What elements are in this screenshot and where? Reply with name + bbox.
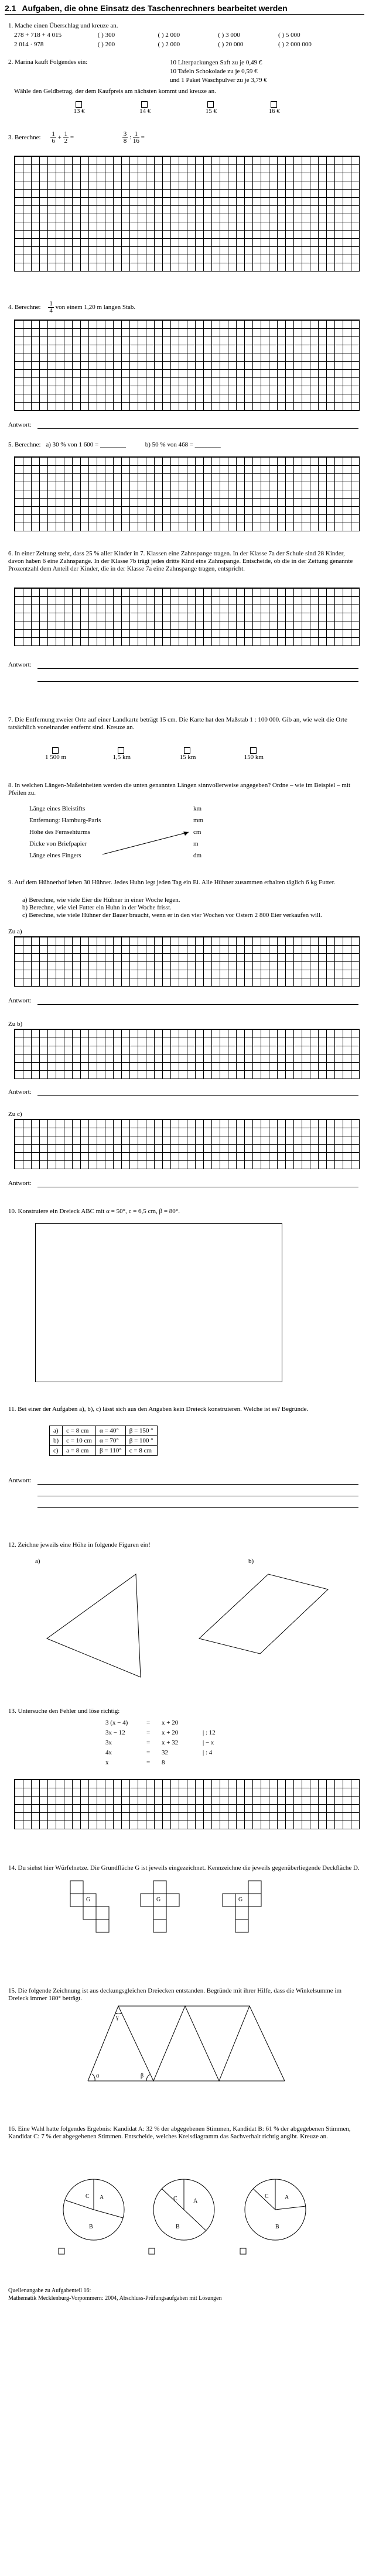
angle-alpha: α [96,2073,100,2079]
figure-a-label: a) [35,1558,40,1565]
pie-label-a: A [193,2198,198,2204]
task-2-question: Wähle den Geldbetrag, der dem Kaufpreis am nächsten kommt und kreuze an. [14,88,216,95]
pie-label-a: A [100,2194,104,2201]
task-9: 9. Auf dem Hühnerhof leben 30 Hühner. Jedes Huhn legt jeden Tag ein Ei. Alle Hühner zusammen erhalten täglich 6 kg Futter. [8,879,336,886]
label-zu-a: Zu a) [8,928,22,935]
angle-gamma: γ [116,2014,119,2021]
label-zu-c: Zu c) [8,1111,22,1118]
task-2-options: 13 € 14 € 15 € 16 € [47,101,305,115]
answer-label: Antwort: [8,661,32,668]
pie-label-c: C [265,2193,269,2200]
answer-label: Antwort: [8,1088,32,1095]
answer-label: Antwort: [8,1180,32,1187]
ground-face-label: G [156,1897,161,1903]
task-8-left: Länge eines Bleistifts Entfernung: Hamburg-Paris Höhe des Fernsehturms Dicke von Briefpapier Länge eines Fingers [29,805,101,859]
task-16: 16. Eine Wahl hatte folgendes Ergebnis: Kandidat A: 32 % der abgegebenen Stimmen, Kandidat B: 61 % der abgegebenen Stimmen, Kandidat C: 7 % der abgegebenen Stimmen. Entscheide, welches Kreisdiagramm das Sachverhalt richtig angibt. Kreuze an. [8,2125,351,2140]
ground-face-label: G [86,1897,91,1903]
task-1: 1. Mache einen Überschlag und kreuze an. [8,22,118,29]
equation-steps: 3 (x − 4) = x + 20 3x − 12 = x + 20 | : 12 3x = x + 32 | − x 4x = 32 | : 4 x = 8 [105,1719,216,1766]
answer-label: Antwort: [8,997,32,1004]
task-4: 4. Berechne: $\frac{1}{4}$ von einem 1,20 m langen Stab. [8,300,136,314]
task-5: 5. Berechne: a) 30 % von 1 600 = ________ b) 50 % von 468 = ________ [8,441,221,448]
label-zu-b: Zu b) [8,1021,23,1028]
task-2: 2. Marina kauft Folgendes ein: [8,59,88,66]
task-14: 14. Du siehst hier Würfelnetze. Die Grundfläche G ist jeweils eingezeichnet. Kennzeichne die jeweils gegenüberliegende Deckfläche D. [8,1864,360,1871]
task-7: 7. Die Entfernung zweier Orte auf einer Landkarte beträgt 15 cm. Die Karte hat den Maßstab 1 : 100 000. Gib an, wie weit die Orte tatsächlich voneinander entfernt sind. Kreuze an. [8,716,347,731]
task-12: 12. Zeichne jeweils eine Höhe in folgende Figuren ein! [8,1541,151,1548]
source-note: Quellenangabe zu Aufgabenteil 16: Mathematik Mecklenburg-Vorpommern: 2004, Abschluss-Prüfungsaufgaben mit Lösungen [8,2288,222,2302]
answer-label: Antwort: [8,421,32,428]
section-number: 2.1 [5,4,16,13]
task-1-row-1: 278 + 718 + 4 015 ( ) 300 ( ) 2 000 ( ) 3 000 ( ) 5 000 [14,32,300,39]
task-10: 10. Konstruiere ein Dreieck ABC mit α = 50°, c = 6,5 cm, β = 80°. [8,1208,180,1215]
pie-label-c: C [86,2193,90,2200]
task-8-right: km mm cm m dm [193,805,204,859]
angle-beta: β [141,2073,144,2079]
task-11: 11. Bei einer der Aufgaben a), b), c) lässt sich aus den Angaben kein Dreieck konstruieren. Welche ist es? Begründe. [8,1406,309,1413]
pie-label-a: A [285,2194,289,2201]
pie-label-c: C [173,2196,177,2202]
pie-label-b: B [275,2224,279,2230]
task-2-items: 10 Literpackungen Saft zu je 0,49 € 10 Tafeln Schokolade zu je 0,59 € und 1 Paket Waschpulver zu je 3,79 € [170,59,267,84]
task-3: 3. Berechne: $\frac{1}{6}$ + $\frac{1}{2}$ = $\frac{3}{8}$ : $\frac{1}{16}$ = [8,130,145,145]
task-7-options: 1 500 m 1,5 km 15 km 150 km [23,747,293,761]
pie-label-b: B [176,2224,180,2230]
task-9-parts: a) Berechne, wie viele Eier die Hühner in einer Woche legen. b) Berechne, wie viel Futter ein Huhn in der Woche frisst. c) Berechne, wie viele Hühner der Bauer braucht, wenn er in den vier Wochen vor Ostern 2 800 Eier verkaufen will. [22,897,322,919]
pie-label-b: B [89,2224,93,2230]
figure-b-label: b) [248,1558,254,1565]
section-title: Aufgaben, die ohne Einsatz des Taschenrechners bearbeitet werden [22,4,288,13]
answer-label: Antwort: [8,1477,32,1484]
task-15: 15. Die folgende Zeichnung ist aus deckungsgleichen Dreiecken entstanden. Begründe mit ihrer Hilfe, dass die Winkelsumme im Dreieck immer 180° beträgt. [8,1987,342,2002]
task-13: 13. Untersuche den Fehler und löse richtig: [8,1708,120,1715]
task-6: 6. In einer Zeitung steht, dass 25 % aller Kinder in 7. Klassen eine Zahnspange tragen. In der Klasse 7a der Schule sind 28 Kinder, davon haben 6 eine Zahnspange. In der Klasse 7b trägt jedes dritte Kind eine Zahnspange. Entscheide, ob die in der Zeitung genannte Prozentzahl dem Anteil der Kinder, die in der Klasse 7a eine Zahnspange tragen, entspricht. [8,550,353,572]
task-8: 8. In welchen Längen-Maßeinheiten werden die unten genannten Längen sinnvollerweise angegeben? Ordne – wie im Beispiel – mit Pfeilen zu. [8,782,351,796]
task-1-row-2: 2 014 · 978 ( ) 200 ( ) 2 000 ( ) 20 000 ( ) 2 000 000 [14,41,312,48]
triangle-table: a) c = 8 cm α = 40° β = 150 ° b) c = 10 cm α = 70° β = 100 ° c) a = 8 cm β = 110° c = 8 cm [49,1426,158,1456]
ground-face-label: G [238,1897,243,1903]
